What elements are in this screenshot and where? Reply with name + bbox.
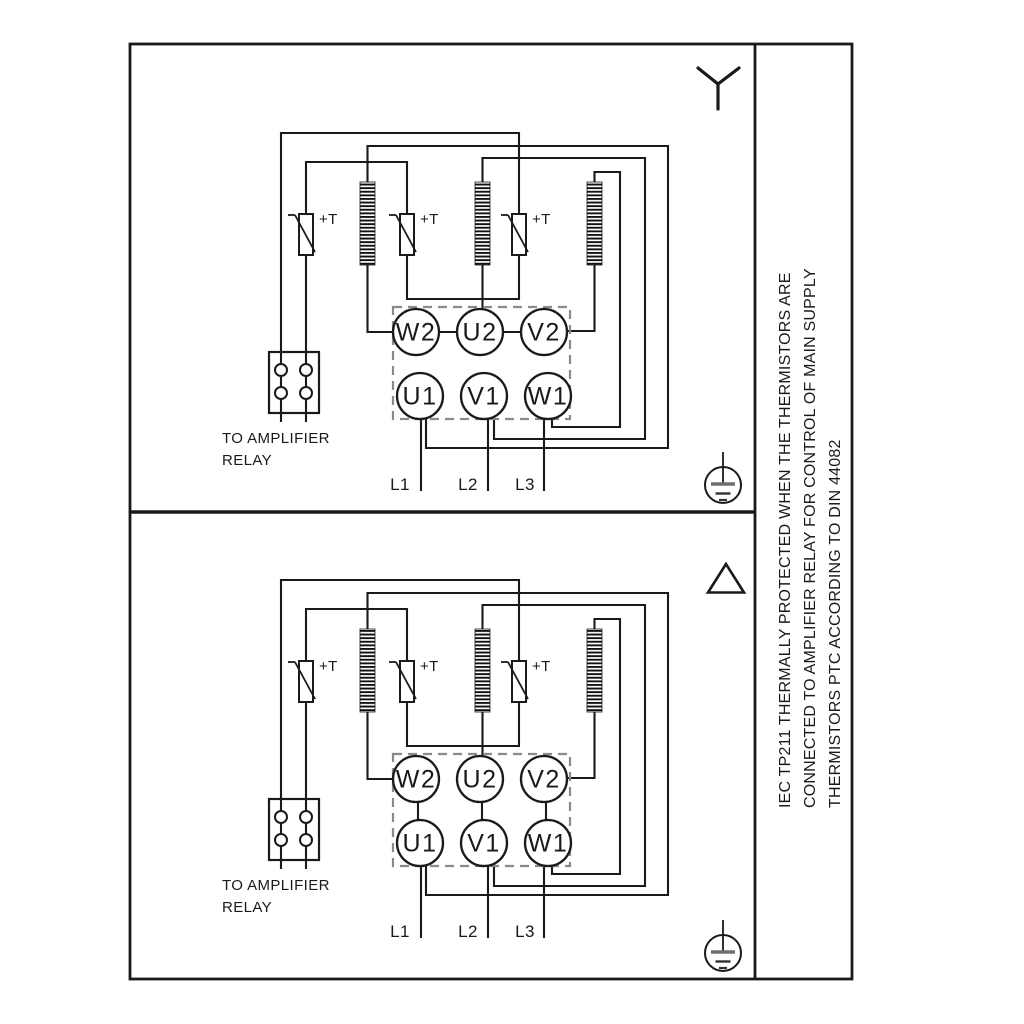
relay-note-line: RELAY — [222, 899, 273, 916]
terminal-label: U2 — [462, 765, 498, 794]
wire — [407, 702, 519, 746]
wire — [407, 255, 519, 299]
thermistor-label: +T — [532, 658, 551, 675]
relay-note-line: TO AMPLIFIER — [222, 877, 330, 894]
motor-winding-coil-icon — [360, 629, 375, 712]
thermistor-label: +T — [420, 658, 439, 675]
relay-note-line: RELAY — [222, 452, 273, 469]
wire — [306, 609, 407, 661]
relay-terminal-dot — [275, 364, 287, 376]
relay-terminal-dot — [300, 364, 312, 376]
terminal-label: U1 — [402, 382, 438, 411]
thermistor-label: +T — [319, 211, 338, 228]
side-note-line: THERMISTORS PTC ACCORDING TO DIN 44082 — [827, 439, 844, 808]
relay-terminal-dot — [300, 811, 312, 823]
relay-terminal-dot — [275, 387, 287, 399]
supply-line-label: L3 — [515, 475, 535, 494]
wire — [566, 712, 595, 778]
earth-ground-icon — [705, 452, 741, 503]
terminal-label: V2 — [527, 765, 561, 794]
earth-ground-icon — [705, 920, 741, 971]
wire — [368, 712, 395, 779]
thermistor-label: +T — [532, 211, 551, 228]
relay-note-line: TO AMPLIFIER — [222, 430, 330, 447]
terminal-label: W2 — [395, 318, 437, 347]
terminal-label: W2 — [395, 765, 437, 794]
motor-winding-coil-icon — [360, 182, 375, 265]
relay-terminal-dot — [300, 387, 312, 399]
motor-winding-coil-icon — [475, 182, 490, 265]
relay-terminal-dot — [300, 834, 312, 846]
supply-line-label: L1 — [390, 922, 410, 941]
terminal-label: V2 — [527, 318, 561, 347]
delta-connection-panel — [222, 564, 744, 971]
thermistor-label: +T — [319, 658, 338, 675]
wire — [306, 162, 407, 214]
star-symbol-stroke — [698, 68, 718, 84]
wire — [368, 265, 395, 332]
side-note-line: CONNECTED TO AMPLIFIER RELAY FOR CONTROL OF MAIN SUPPLY — [802, 268, 819, 808]
motor-winding-coil-icon — [587, 629, 602, 712]
side-note-column — [777, 268, 844, 808]
terminal-label: W1 — [527, 382, 569, 411]
supply-line-label: L2 — [458, 475, 478, 494]
terminal-label: U2 — [462, 318, 498, 347]
star-connection-panel — [222, 68, 741, 503]
star-symbol-icon — [698, 68, 739, 109]
terminal-label: W1 — [527, 829, 569, 858]
relay-terminal-dot — [275, 811, 287, 823]
relay-terminal-dot — [275, 834, 287, 846]
thermistor-label: +T — [420, 211, 439, 228]
supply-line-label: L3 — [515, 922, 535, 941]
motor-winding-coil-icon — [475, 629, 490, 712]
terminal-label: U1 — [402, 829, 438, 858]
motor-winding-coil-icon — [587, 182, 602, 265]
side-note-line: IEC TP211 THERMALLY PROTECTED WHEN THE THERMISTORS ARE — [777, 272, 794, 808]
terminal-label: V1 — [467, 382, 501, 411]
relay-contact-block — [269, 352, 319, 413]
relay-contact-block — [269, 799, 319, 860]
wire — [566, 265, 595, 331]
supply-line-label: L2 — [458, 922, 478, 941]
star-symbol-stroke — [718, 68, 739, 84]
delta-symbol-icon — [708, 564, 744, 593]
terminal-label: V1 — [467, 829, 501, 858]
supply-line-label: L1 — [390, 475, 410, 494]
